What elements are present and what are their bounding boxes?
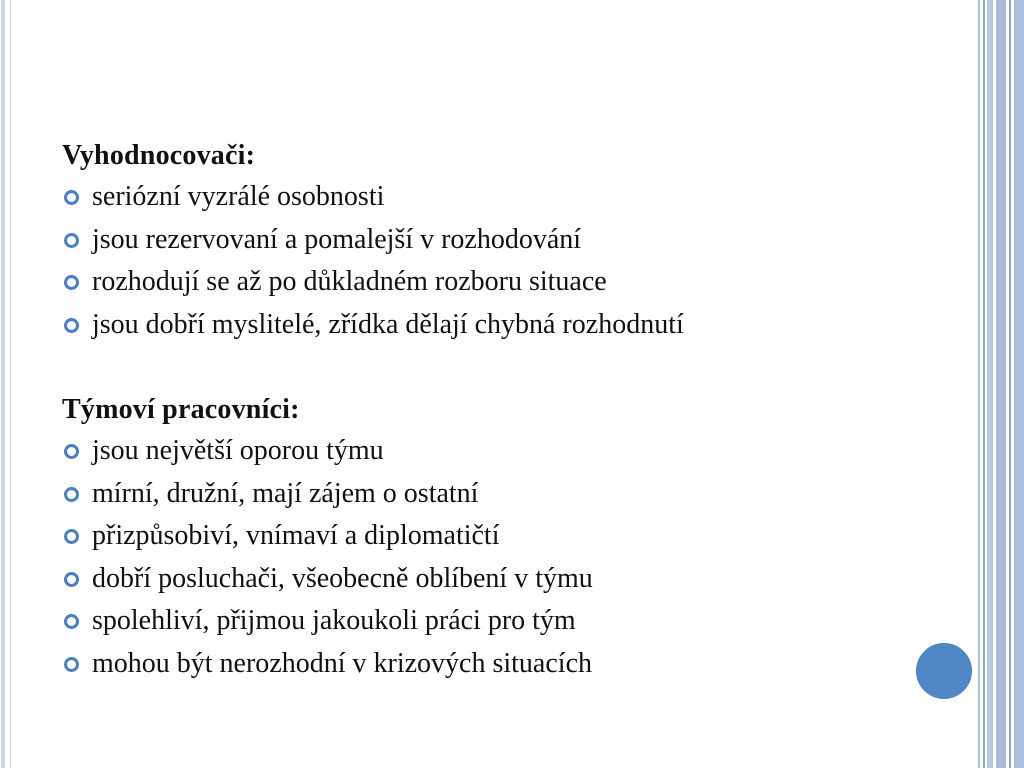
ring-bullet-icon [64,190,79,205]
list-item-text: jsou největší oporou týmu [92,435,384,466]
ring-bullet-icon [64,572,79,587]
list-item-text: přizpůsobiví, vnímaví a diplomatičtí [92,520,500,551]
frame-stripe [1014,0,1024,768]
right-frame-stripes [976,0,1024,768]
list-item-text: rozhodují se až po důkladném rozboru situace [92,266,607,297]
ring-bullet-icon [64,444,79,459]
left-frame-border [0,0,11,768]
section-spacer [62,346,902,390]
list-item-text: dobří posluchači, všeobecně oblíbení v týmu [92,562,593,594]
section-heading-tymovi-pracovnici: Týmoví pracovníci: [62,394,300,425]
bullet-list-vyhodnocovaci [62,176,902,346]
ring-bullet-icon [64,657,79,672]
list-item [62,219,902,262]
bullet-list-tymovi-pracovnici [62,430,902,685]
frame-stripe [1009,0,1011,768]
list-item-text: jsou dobří myslitelé, zřídka dělají chybná rozhodnutí [92,308,684,340]
list-item-text: seriózní vyzrálé osobnosti [92,181,385,212]
list-item [62,430,902,473]
list-item [62,643,902,686]
ring-bullet-icon [64,318,79,333]
slide-content [62,136,902,685]
list-item [62,176,902,219]
list-item-text: jsou rezervovaní a pomalejší v rozhodování [92,223,582,255]
ring-bullet-icon [64,529,79,544]
frame-stripe [978,0,980,768]
frame-stripe [987,0,993,768]
ring-bullet-icon [64,233,79,248]
ring-bullet-icon [64,614,79,629]
frame-stripe [983,0,985,768]
list-item [62,600,902,643]
list-item-text: mírní, družní, mají zájem o ostatní [92,477,479,509]
ring-bullet-icon [64,275,79,290]
list-item-text: mohou být nerozhodní v krizových situacích [92,647,592,679]
circle-decoration [913,640,975,702]
list-item [62,558,902,601]
list-item [62,473,902,516]
section-heading-vyhodnocovaci: Vyhodnocovači: [62,140,256,171]
frame-stripe [996,0,1006,768]
ring-bullet-icon [64,487,79,502]
list-item [62,515,902,558]
list-item [62,261,902,304]
list-item-text: spolehliví, přijmou jakoukoli práci pro tým [92,605,576,636]
list-item [62,304,902,347]
